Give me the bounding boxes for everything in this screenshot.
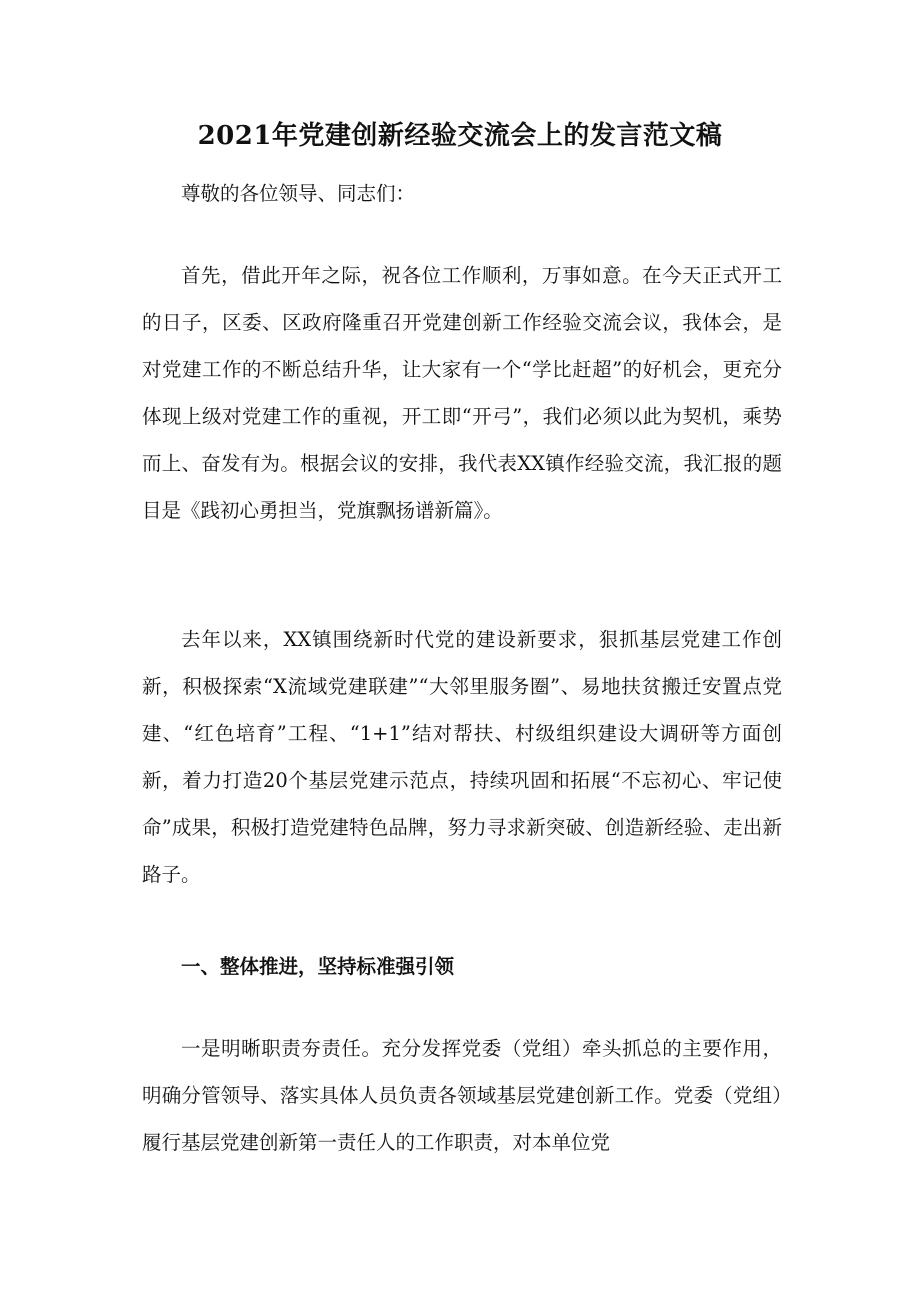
document-title: 2021年党建创新经验交流会上的发言范文稿	[197, 121, 723, 151]
paragraph-summary: 去年以来，XX镇围绕新时代党的建设新要求，狠抓基层党建工作创新，积极探索“X流域党建联建”“大邻里服务圈”、易地扶贫搬迁安置点党建、“红色培育”工程、“1+1”结对帮扶、村级组织建设大调研等方面创新，着力打造20个基层党建示范点，持续巩固和拓展“不忘初心、牢记使命”成果，积极打造党建特色品牌，努力寻求新突破、创造新经验、走出新路子。	[142, 628, 782, 886]
paragraph-opening: 首先，借此开年之际，祝各位工作顺利，万事如意。在今天正式开工的日子，区委、区政府隆重召开党建创新工作经验交流会议，我体会，是对党建工作的不断总结升华，让大家有一个“学比赶超”的好机会，更充分体现上级对党建工作的重视，开工即“开弓”，我们必须以此为契机，乘势而上、奋发有为。根据会议的安排，我代表XX镇作经验交流，我汇报的题目是《践初心勇担当，党旗飘扬谱新篇》。	[142, 264, 782, 522]
salutation: 尊敬的各位领导、同志们：	[181, 182, 416, 205]
section-paragraph: 一是明晰职责夯责任。充分发挥党委（党组）牵头抓总的主要作用，明确分管领导、落实具体人员负责各领域基层党建创新工作。党委（党组）履行基层党建创新第一责任人的工作职责，对本单位党	[142, 1037, 782, 1154]
section-heading: 一、整体推进，坚持标准强引领	[181, 955, 455, 978]
